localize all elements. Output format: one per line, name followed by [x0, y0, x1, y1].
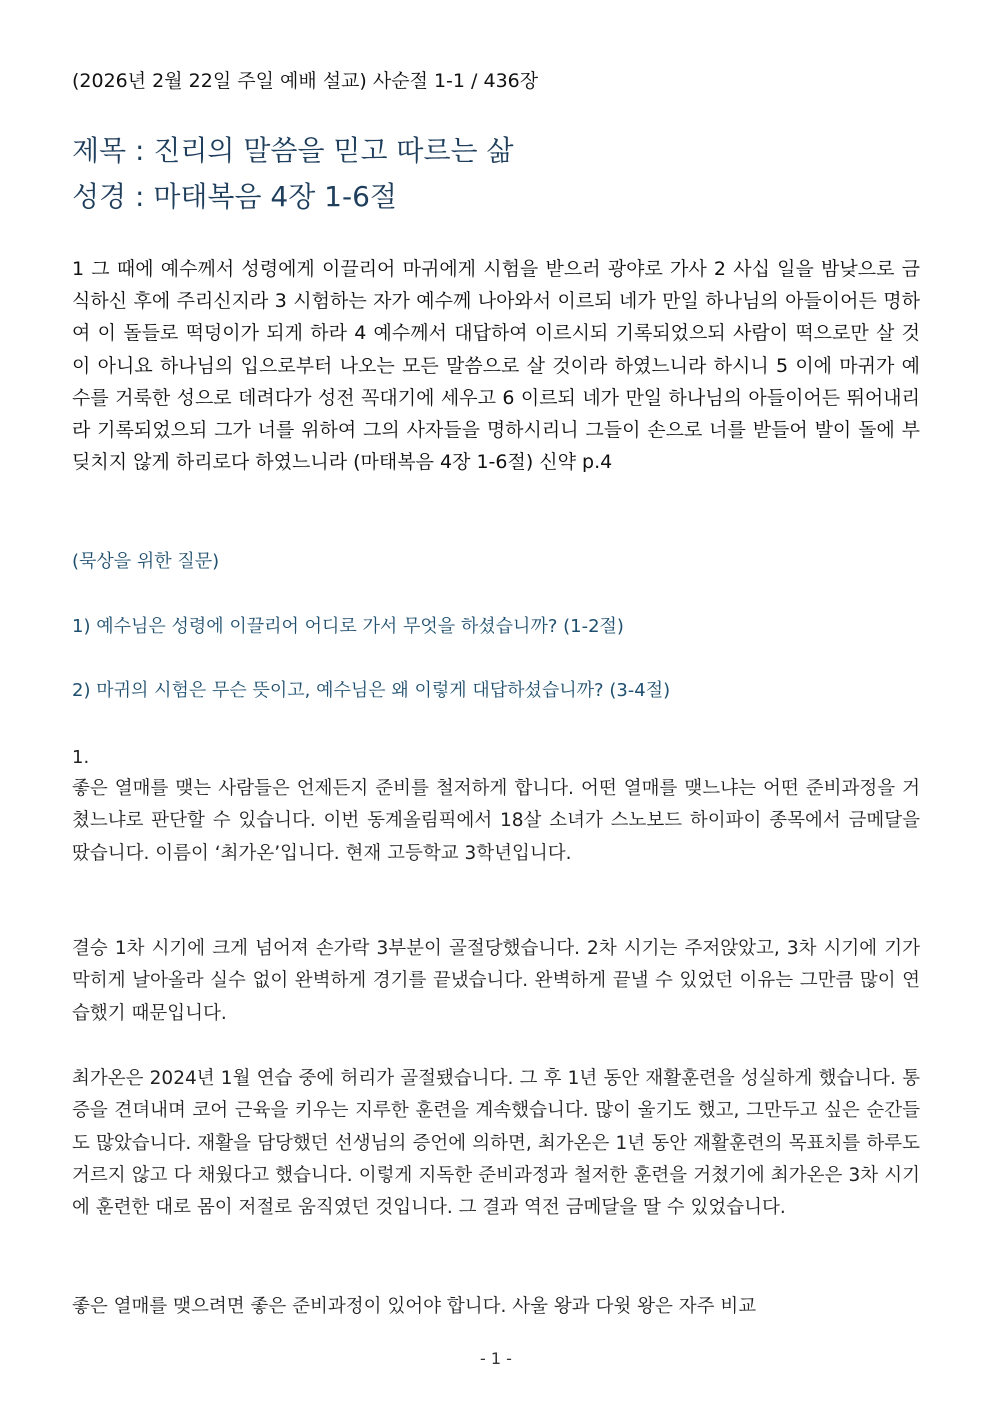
sermon-title: 제목 : 진리의 말씀을 믿고 따르는 삶 — [72, 134, 514, 167]
scripture-reference: 성경 : 마태복음 4장 1-6절 — [72, 180, 397, 213]
body-paragraph: 좋은 열매를 맺으려면 좋은 준비과정이 있어야 합니다. 사울 왕과 다윗 왕은 자주 비교 — [72, 1296, 757, 1317]
body-paragraph: 결승 1차 시기에 크게 넘어져 손가락 3부분이 골절당했습니다. 2차 시기는 주저앉았고, 3차 시기에 기가 막히게 날아올라 실수 없이 완벽하게 경기를 끝냈습니다. 완벽하게 끝낼 수 있었던 이유는 그만큼 많이 연습했기 때문입니다. — [72, 938, 920, 1024]
section-number: 1. — [72, 747, 90, 768]
scripture-passage: 1 그 때에 예수께서 성령에게 이끌리어 마귀에게 시험을 받으러 광야로 가사 2 사십 일을 밤낮으로 금식하신 후에 주리신지라 3 시험하는 자가 예수께 나아와서 이르되 네가 만일 하나님의 아들이어든 명하여 이 돌들로 떡덩이가 되게 하라 4 예수께서 대답하여 이르시되 기록되었으되 사람이 떡으로만 살 것이 아니요 하나님의 입으로부터 나오는 모든 말씀으로 살 것이라 하였느니라 하시니 5 이에 마귀가 예수를 거룩한 성으로 데려다가 성전 꼭대기에 세우고 6 이르되 네가 만일 하나님의 아들이어든 뛰어내리라 기록되었으되 그가 너를 위하여 그의 사자들을 명하시리니 그들이 손으로 너를 받들어 발이 돌에 부딪치지 않게 하리로다 하였느니라 (마태복음 4장 1-6절) 신약 p.4 — [72, 258, 920, 474]
body-paragraph: 좋은 열매를 맺는 사람들은 언제든지 준비를 철저하게 합니다. 어떤 열매를 맺느냐는 어떤 준비과정을 거쳤느냐로 판단할 수 있습니다. 이번 동계올림픽에서 18살 소녀가 스노보드 하이파이 종목에서 금메달을 땄습니다. 이름이 ‘최가온’입니다. 현재 고등학교 3학년입니다. — [72, 778, 920, 864]
body-paragraph: 최가온은 2024년 1월 연습 중에 허리가 골절됐습니다. 그 후 1년 동안 재활훈련을 성실하게 했습니다. 통증을 견뎌내며 코어 근육을 키우는 지루한 훈련을 계속했습니다. 많이 울기도 했고, 그만두고 싶은 순간들도 많았습니다. 재활을 담당했던 선생님의 증언에 의하면, 최가온은 1년 동안 재활훈련의 목표치를 하루도 거르지 않고 다 채웠다고 했습니다. 이렇게 지독한 준비과정과 철저한 훈련을 거쳤기에 최가온은 3차 시기에 훈련한 대로 몸이 저절로 움직였던 것입니다. 그 결과 역전 금메달을 딸 수 있었습니다. — [72, 1068, 920, 1219]
document-page — [72, 0, 920, 1403]
sermon-info-header: (2026년 2월 22일 주일 예배 설교) 사순절 1-1 / 436장 — [72, 70, 539, 92]
meditation-heading: (묵상을 위한 질문) — [72, 551, 220, 572]
meditation-question: 2) 마귀의 시험은 무슨 뜻이고, 예수님은 왜 이렇게 대답하셨습니까? (3-4절) — [72, 680, 671, 701]
page-number: - 1 - — [480, 1349, 512, 1368]
meditation-question: 1) 예수님은 성령에 이끌리어 어디로 가서 무엇을 하셨습니까? (1-2절) — [72, 616, 624, 637]
